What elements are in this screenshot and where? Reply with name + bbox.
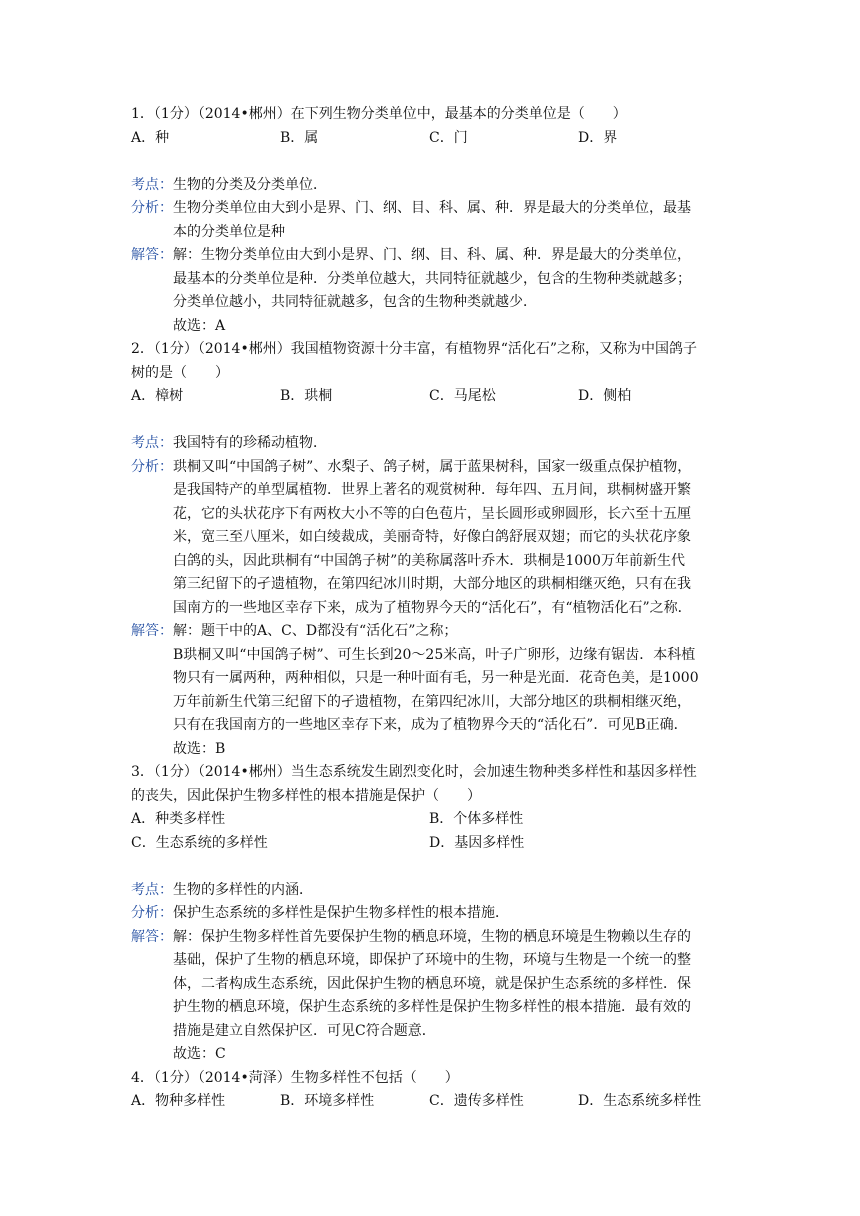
fenxi-row: [131, 902, 731, 926]
fenxi-line: 米，宽三至八厘米，如白绫裁成，美丽奇特，好像白鸽舒展双翅；而它的头状花序象: [173, 529, 691, 545]
jieda-line: 解：题干中的A、C、D都没有“活化石”之称；: [173, 623, 458, 639]
jieda-answer: 故选：C: [173, 1046, 226, 1062]
kaodian-row: [131, 432, 731, 456]
jieda-line: 解：保护生物多样性首先要保护生物的栖息环境，生物的栖息环境是生物赖以生存的: [173, 928, 691, 945]
jieda-label: 解答：: [131, 928, 173, 945]
question-stem: 树的是（ ）: [131, 364, 229, 381]
kaodian-label: 考点：: [131, 176, 173, 193]
option-a: A．物种多样性: [131, 1093, 226, 1109]
kaodian-row: [131, 174, 731, 198]
fenxi-line: 白鸽的头，因此珙桐有“中国鸽子树”的美称属落叶乔木．珙桐是1000万年前新生代: [173, 552, 685, 569]
option-d: D．基因多样性: [429, 834, 525, 851]
question-3: [131, 761, 731, 1067]
kaodian-label: 考点：: [131, 881, 173, 898]
options-row: [131, 1090, 731, 1114]
jieda-line: 分类单位越小，共同特征就越多，包含的生物种类就越少．: [173, 294, 537, 310]
fenxi-line: 珙桐又叫“中国鸽子树”、水梨子、鸽子树，属于蓝果树科，国家一级重点保护植物，: [173, 458, 692, 475]
option-d: D．侧柏: [578, 388, 632, 404]
question-4: [131, 1067, 731, 1114]
option-d: D．界: [578, 129, 618, 146]
jieda-line: 万年前新生代第三纪留下的孑遗植物，在第四纪冰川，大部分地区的珙桐相继灭绝，: [173, 693, 691, 710]
jieda-line: 护生物的栖息环境，保护生态系统的多样性是保护生物多样性的根本措施．最有效的: [173, 999, 691, 1015]
jieda-line: 措施是建立自然保护区．可见C符合题意．: [173, 1022, 436, 1039]
fenxi-line: 是我国特产的单型属植物．世界上著名的观赏树种．每年四、五月间，珙桐树盛开繁: [173, 482, 691, 498]
option-b: B．个体多样性: [429, 811, 524, 827]
question-stem: 2．（1分）（2014•郴州）我国植物资源十分丰富，有植物界“活化石”之称，又称为中国鸽子: [131, 341, 698, 357]
question-2: [131, 338, 731, 761]
options-row: [131, 808, 731, 832]
kaodian-text: 生物的分类及分类单位．: [173, 176, 327, 193]
fenxi-row: [131, 197, 731, 244]
option-a: A．种: [131, 129, 170, 146]
fenxi-line: 第三纪留下的孑遗植物，在第四纪冰川时期，大部分地区的珙桐相继灭绝，只有在我: [173, 576, 691, 592]
jieda-line: 物只有一属两种，两种相似，只是一种叶面有毛，另一种是光面．花奇色美，是1000: [173, 670, 699, 686]
fenxi-line: 国南方的一些地区幸存下来，成为了植物界今天的“活化石”，有“植物活化石”之称．: [173, 599, 692, 616]
jieda-label: 解答：: [131, 247, 173, 263]
question-stem: 3．（1分）（2014•郴州）当生态系统发生剧烈变化时，会加速生物种类多样性和基因多样性: [131, 764, 697, 780]
question-list: [131, 103, 731, 1114]
option-b: B．珙桐: [280, 388, 333, 404]
jieda-answer: 故选：B: [173, 740, 226, 757]
fenxi-label: 分析：: [131, 200, 173, 216]
question-1: [131, 103, 731, 338]
fenxi-row: [131, 456, 731, 621]
question-stem: 1．（1分）（2014•郴州）在下列生物分类单位中，最基本的分类单位是（ ）: [131, 106, 627, 122]
fenxi-line: 本的分类单位是种: [173, 223, 285, 240]
fenxi-label: 分析：: [131, 905, 173, 921]
question-stem: 的丧失，因此保护生物多样性的根本措施是保护（ ）: [131, 787, 481, 804]
fenxi-line: 保护生态系统的多样性是保护生物多样性的根本措施．: [173, 905, 509, 921]
fenxi-line: 生物分类单位由大到小是界、门、纲、目、科、属、种．界是最大的分类单位，最基: [173, 200, 691, 216]
option-c: C．遗传多样性: [429, 1093, 524, 1109]
option-c: C．门: [429, 129, 468, 146]
jieda-line: 解：生物分类单位由大到小是界、门、纲、目、科、属、种．界是最大的分类单位，: [173, 247, 691, 263]
fenxi-label: 分析：: [131, 458, 173, 475]
jieda-line: 最基本的分类单位是种．分类单位越大，共同特征就越少，包含的生物种类就越多；: [173, 270, 691, 287]
jieda-row: [131, 926, 731, 1067]
jieda-row: [131, 244, 731, 338]
kaodian-text: 我国特有的珍稀动植物．: [173, 435, 327, 451]
jieda-row: [131, 620, 731, 761]
kaodian-row: [131, 879, 731, 903]
jieda-line: 只有在我国南方的一些地区幸存下来，成为了植物界今天的“活化石”．可见B正确．: [173, 717, 688, 733]
option-c: C．马尾松: [429, 388, 496, 404]
fenxi-line: 花，它的头状花序下有两枚大小不等的白色苞片，呈长圆形或卵圆形，长六至十五厘: [173, 505, 691, 522]
option-a: A．种类多样性: [131, 811, 226, 827]
question-stem: 4．（1分）（2014•菏泽）生物多样性不包括（ ）: [131, 1069, 459, 1086]
option-d: D．生态系统多样性: [578, 1093, 702, 1109]
options-row: [131, 127, 731, 151]
kaodian-text: 生物的多样性的内涵．: [173, 881, 313, 898]
options-row: [131, 385, 731, 409]
option-b: B．环境多样性: [280, 1093, 375, 1109]
jieda-line: 基础，保护了生物的栖息环境，即保护了环境中的生物，环境与生物是一个统一的整: [173, 952, 691, 968]
option-a: A．樟树: [131, 388, 184, 404]
jieda-label: 解答：: [131, 623, 173, 639]
option-b: B．属: [280, 129, 319, 146]
jieda-line: 体，二者构成生态系统，因此保护生物的栖息环境，就是保护生态系统的多样性．保: [173, 975, 691, 992]
option-c: C．生态系统的多样性: [131, 834, 268, 851]
jieda-answer: 故选：A: [173, 317, 226, 334]
jieda-line: B珙桐又叫“中国鸽子树”、可生长到20～25米高，叶子广卵形，边缘有锯齿．本科植: [173, 646, 696, 663]
options-row: [131, 832, 731, 856]
kaodian-label: 考点：: [131, 435, 173, 451]
